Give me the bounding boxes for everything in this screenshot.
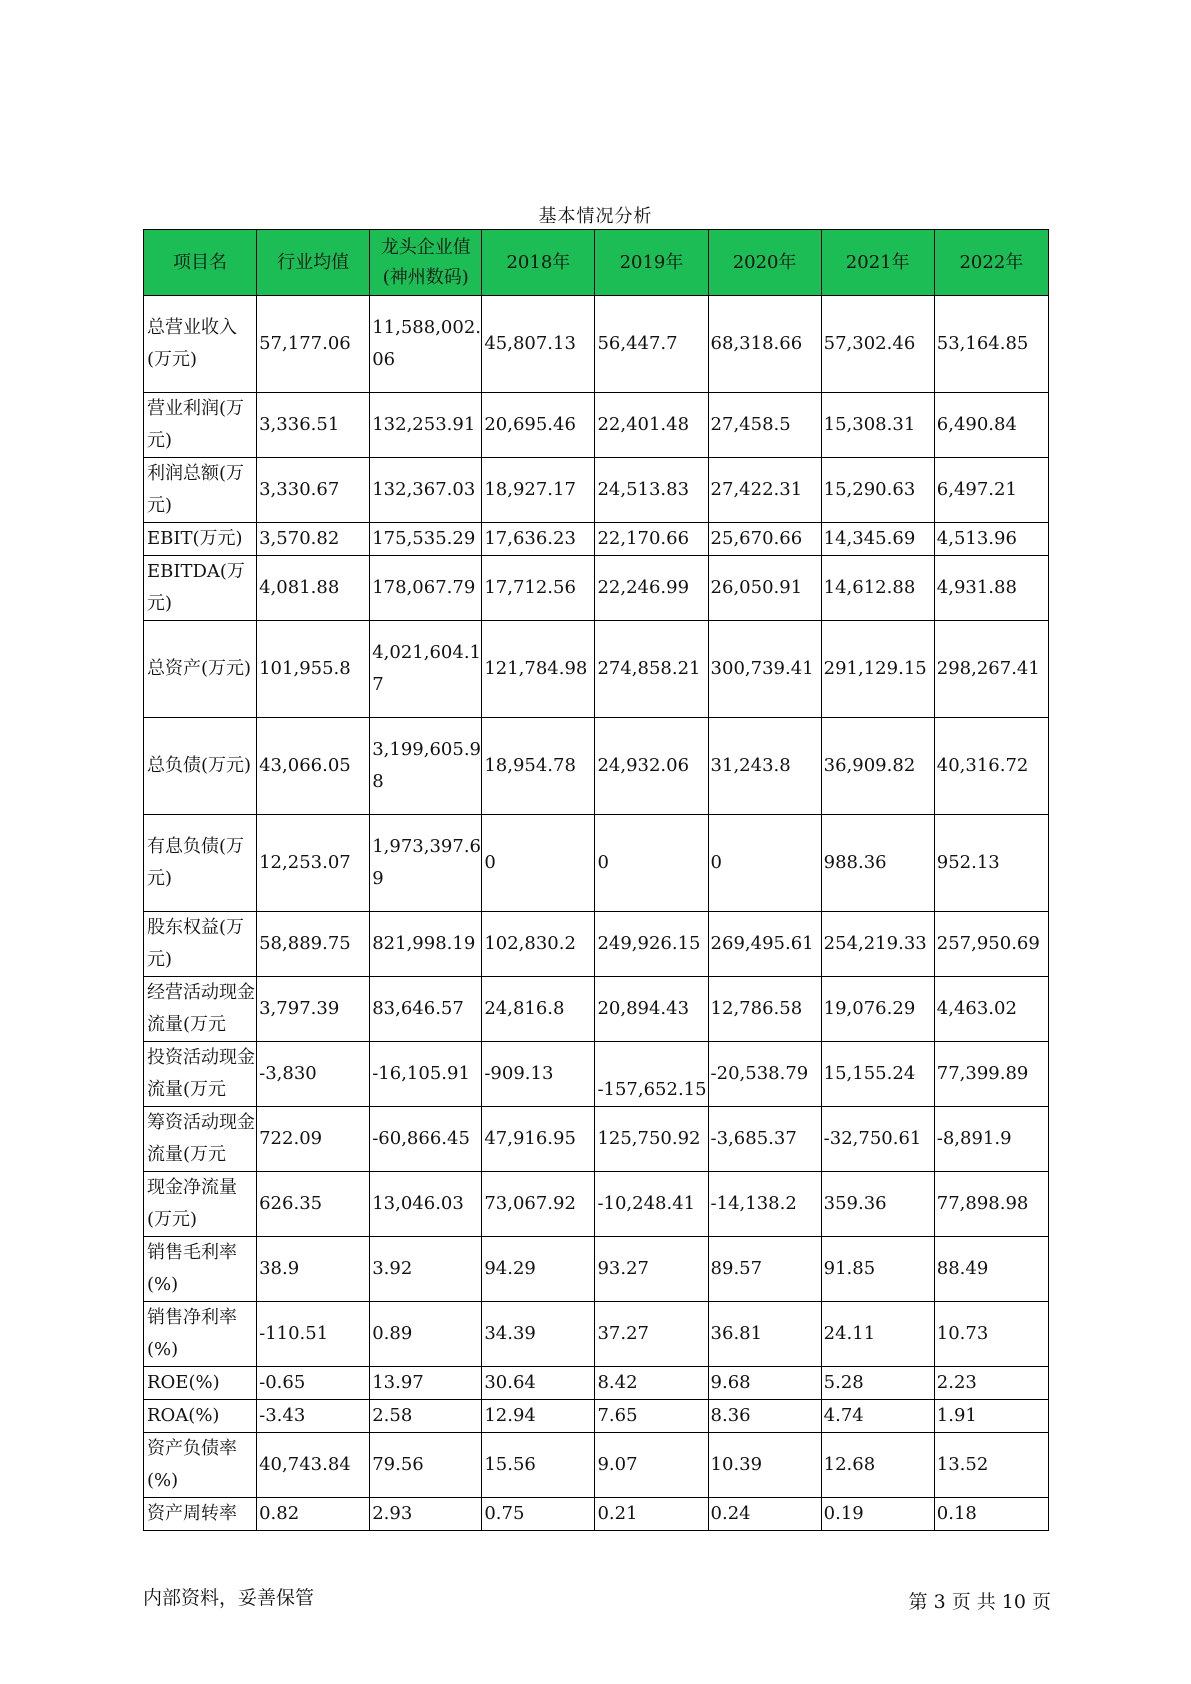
- table-cell: 11,588,002.06: [370, 296, 482, 393]
- table-cell: -32,750.61: [821, 1107, 934, 1172]
- table-cell: 25,670.66: [708, 523, 821, 556]
- table-cell: 300,739.41: [708, 621, 821, 718]
- table-cell: 9.07: [595, 1433, 708, 1498]
- row-label-cell: 资产周转率: [144, 1498, 257, 1531]
- table-cell: 3,336.51: [257, 393, 370, 458]
- table-cell: 249,926.15: [595, 912, 708, 977]
- table-cell: 3,797.39: [257, 977, 370, 1042]
- table-row: [144, 1237, 1049, 1302]
- table-cell: 10.73: [934, 1302, 1048, 1367]
- row-label-cell: 总资产(万元): [144, 621, 257, 718]
- table-cell: 121,784.98: [482, 621, 595, 718]
- table-cell: 24,932.06: [595, 718, 708, 815]
- table-cell: 17,636.23: [482, 523, 595, 556]
- table-cell: 3.92: [370, 1237, 482, 1302]
- table-cell: 91.85: [821, 1237, 934, 1302]
- table-cell: 952.13: [934, 815, 1048, 912]
- table-cell: -0.65: [257, 1367, 370, 1400]
- table-cell: 3,570.82: [257, 523, 370, 556]
- table-cell: 40,316.72: [934, 718, 1048, 815]
- table-cell: 56,447.7: [595, 296, 708, 393]
- table-cell: 24,816.8: [482, 977, 595, 1042]
- table-row: [144, 1400, 1049, 1433]
- row-label-cell: 销售净利率(%): [144, 1302, 257, 1367]
- table-cell: -14,138.2: [708, 1172, 821, 1237]
- table-caption: 基本情况分析: [538, 206, 653, 227]
- table-cell: 359.36: [821, 1172, 934, 1237]
- table-cell: 4.74: [821, 1400, 934, 1433]
- row-label-cell: 股东权益(万元): [144, 912, 257, 977]
- table-cell: 12.94: [482, 1400, 595, 1433]
- table-cell: -110.51: [257, 1302, 370, 1367]
- table-cell: 24,513.83: [595, 458, 708, 523]
- table-cell: 12,253.07: [257, 815, 370, 912]
- table-cell: 93.27: [595, 1237, 708, 1302]
- table-cell: 274,858.21: [595, 621, 708, 718]
- row-label-cell: ROE(%): [144, 1367, 257, 1400]
- row-label-cell: 利润总额(万元): [144, 458, 257, 523]
- table-cell: 83,646.57: [370, 977, 482, 1042]
- table-cell: 79.56: [370, 1433, 482, 1498]
- row-label-cell: 有息负债(万元): [144, 815, 257, 912]
- table-cell: -10,248.41: [595, 1172, 708, 1237]
- table-cell: 13,046.03: [370, 1172, 482, 1237]
- table-cell: 14,612.88: [821, 556, 934, 621]
- table-cell: 1.91: [934, 1400, 1048, 1433]
- row-label-cell: EBIT(万元): [144, 523, 257, 556]
- table-cell: 0.19: [821, 1498, 934, 1531]
- table-cell: 12.68: [821, 1433, 934, 1498]
- table-cell: 18,954.78: [482, 718, 595, 815]
- table-header: [144, 230, 1049, 296]
- table-cell: 17,712.56: [482, 556, 595, 621]
- row-label-cell: EBITDA(万元): [144, 556, 257, 621]
- table-cell: 57,177.06: [257, 296, 370, 393]
- table-cell: 4,021,604.17: [370, 621, 482, 718]
- table-cell: 27,458.5: [708, 393, 821, 458]
- table-row: [144, 523, 1049, 556]
- table-row: [144, 1433, 1049, 1498]
- table-cell: 26,050.91: [708, 556, 821, 621]
- table-cell: 36.81: [708, 1302, 821, 1367]
- table-cell: 15.56: [482, 1433, 595, 1498]
- table-cell: 20,894.43: [595, 977, 708, 1042]
- row-label-cell: 总营业收入(万元): [144, 296, 257, 393]
- table-cell: -60,866.45: [370, 1107, 482, 1172]
- table-cell: 77,898.98: [934, 1172, 1048, 1237]
- table-row: [144, 1302, 1049, 1367]
- table-row: [144, 1107, 1049, 1172]
- row-label-cell: 资产负债率(%): [144, 1433, 257, 1498]
- table-cell: -16,105.91: [370, 1042, 482, 1107]
- table-cell: 37.27: [595, 1302, 708, 1367]
- table-cell: -3,830: [257, 1042, 370, 1107]
- table-cell: 22,401.48: [595, 393, 708, 458]
- header-cell: 2020年: [708, 230, 821, 296]
- table-row: [144, 393, 1049, 458]
- table-cell: -157,652.15: [595, 1042, 708, 1107]
- table-cell: 12,786.58: [708, 977, 821, 1042]
- header-cell: 项目名: [144, 230, 257, 296]
- table-cell: 22,170.66: [595, 523, 708, 556]
- table-cell: 73,067.92: [482, 1172, 595, 1237]
- table-cell: 13.97: [370, 1367, 482, 1400]
- table-cell: 269,495.61: [708, 912, 821, 977]
- table-cell: 13.52: [934, 1433, 1048, 1498]
- table-cell: 2.58: [370, 1400, 482, 1433]
- table-cell: 0.75: [482, 1498, 595, 1531]
- row-label-cell: 经营活动现金流量(万元: [144, 977, 257, 1042]
- footer-confidential-note: 内部资料，妥善保管: [143, 1587, 315, 1609]
- header-cell: 2019年: [595, 230, 708, 296]
- header-cell: 2021年: [821, 230, 934, 296]
- table-cell: 45,807.13: [482, 296, 595, 393]
- table-cell: -909.13: [482, 1042, 595, 1107]
- table-row: [144, 977, 1049, 1042]
- footer-page-number: 第 3 页 共 10 页: [908, 1591, 1051, 1613]
- table-row: [144, 912, 1049, 977]
- table-cell: 132,253.91: [370, 393, 482, 458]
- table-cell: 101,955.8: [257, 621, 370, 718]
- table-cell: 4,513.96: [934, 523, 1048, 556]
- table-row: [144, 815, 1049, 912]
- row-label-cell: 销售毛利率(%): [144, 1237, 257, 1302]
- table-cell: 7.65: [595, 1400, 708, 1433]
- table-cell: 6,490.84: [934, 393, 1048, 458]
- table-row: [144, 1367, 1049, 1400]
- table-cell: 3,330.67: [257, 458, 370, 523]
- table-cell: 40,743.84: [257, 1433, 370, 1498]
- table-cell: 626.35: [257, 1172, 370, 1237]
- table-cell: 57,302.46: [821, 296, 934, 393]
- table-cell: 0.24: [708, 1498, 821, 1531]
- table-cell: 125,750.92: [595, 1107, 708, 1172]
- table-cell: 0.89: [370, 1302, 482, 1367]
- table-cell: 15,308.31: [821, 393, 934, 458]
- table-cell: 0.21: [595, 1498, 708, 1531]
- table-cell: 4,463.02: [934, 977, 1048, 1042]
- row-label-cell: ROA(%): [144, 1400, 257, 1433]
- table-cell: 34.39: [482, 1302, 595, 1367]
- table-cell: 9.68: [708, 1367, 821, 1400]
- table-cell: 298,267.41: [934, 621, 1048, 718]
- table-cell: -20,538.79: [708, 1042, 821, 1107]
- table-cell: -3,685.37: [708, 1107, 821, 1172]
- table-cell: 22,246.99: [595, 556, 708, 621]
- table-cell: 175,535.29: [370, 523, 482, 556]
- basic-analysis-table: [143, 229, 1049, 1531]
- table-cell: 20,695.46: [482, 393, 595, 458]
- table-row: [144, 718, 1049, 815]
- table-cell: 88.49: [934, 1237, 1048, 1302]
- table-cell: 821,998.19: [370, 912, 482, 977]
- table-cell: 4,081.88: [257, 556, 370, 621]
- table-cell: 988.36: [821, 815, 934, 912]
- table-cell: 257,950.69: [934, 912, 1048, 977]
- table-cell: 0: [595, 815, 708, 912]
- header-cell: 龙头企业值(神州数码): [370, 230, 482, 296]
- table-cell: 31,243.8: [708, 718, 821, 815]
- table-row: [144, 296, 1049, 393]
- table-cell: 30.64: [482, 1367, 595, 1400]
- table-row: [144, 1042, 1049, 1107]
- table-cell: 24.11: [821, 1302, 934, 1367]
- table-cell: 68,318.66: [708, 296, 821, 393]
- table-cell: 0: [708, 815, 821, 912]
- table-cell: 94.29: [482, 1237, 595, 1302]
- table-cell: 132,367.03: [370, 458, 482, 523]
- table-cell: 18,927.17: [482, 458, 595, 523]
- table-cell: 10.39: [708, 1433, 821, 1498]
- table-row: [144, 621, 1049, 718]
- table-row: [144, 556, 1049, 621]
- table-cell: 47,916.95: [482, 1107, 595, 1172]
- table-row: [144, 458, 1049, 523]
- row-label-cell: 现金净流量(万元): [144, 1172, 257, 1237]
- table-cell: 0.18: [934, 1498, 1048, 1531]
- table-cell: 1,973,397.69: [370, 815, 482, 912]
- table-cell: 89.57: [708, 1237, 821, 1302]
- table-cell: -8,891.9: [934, 1107, 1048, 1172]
- table-cell: 2.23: [934, 1367, 1048, 1400]
- table-cell: 3,199,605.98: [370, 718, 482, 815]
- row-label-cell: 筹资活动现金流量(万元: [144, 1107, 257, 1172]
- table-cell: 77,399.89: [934, 1042, 1048, 1107]
- header-cell: 2022年: [934, 230, 1048, 296]
- table-cell: 36,909.82: [821, 718, 934, 815]
- table-cell: 178,067.79: [370, 556, 482, 621]
- table-cell: 291,129.15: [821, 621, 934, 718]
- table-cell: 2.93: [370, 1498, 482, 1531]
- table-cell: 27,422.31: [708, 458, 821, 523]
- table-cell: 6,497.21: [934, 458, 1048, 523]
- table-cell: -3.43: [257, 1400, 370, 1433]
- table-cell: 8.42: [595, 1367, 708, 1400]
- table-cell: 722.09: [257, 1107, 370, 1172]
- table-cell: 0.82: [257, 1498, 370, 1531]
- table-cell: 0: [482, 815, 595, 912]
- table-cell: 254,219.33: [821, 912, 934, 977]
- table-cell: 14,345.69: [821, 523, 934, 556]
- table-cell: 58,889.75: [257, 912, 370, 977]
- header-row: [144, 230, 1049, 296]
- table-cell: 8.36: [708, 1400, 821, 1433]
- header-cell: 2018年: [482, 230, 595, 296]
- table-body: [144, 296, 1049, 1531]
- table-cell: 5.28: [821, 1367, 934, 1400]
- row-label-cell: 营业利润(万元): [144, 393, 257, 458]
- row-label-cell: 投资活动现金流量(万元: [144, 1042, 257, 1107]
- table-row: [144, 1498, 1049, 1531]
- table-cell: 43,066.05: [257, 718, 370, 815]
- table-cell: 38.9: [257, 1237, 370, 1302]
- table-cell: 15,155.24: [821, 1042, 934, 1107]
- table-row: [144, 1172, 1049, 1237]
- header-cell: 行业均值: [257, 230, 370, 296]
- table-cell: 102,830.2: [482, 912, 595, 977]
- table-cell: 4,931.88: [934, 556, 1048, 621]
- table-cell: 19,076.29: [821, 977, 934, 1042]
- table-cell: 53,164.85: [934, 296, 1048, 393]
- table-cell: 15,290.63: [821, 458, 934, 523]
- row-label-cell: 总负债(万元): [144, 718, 257, 815]
